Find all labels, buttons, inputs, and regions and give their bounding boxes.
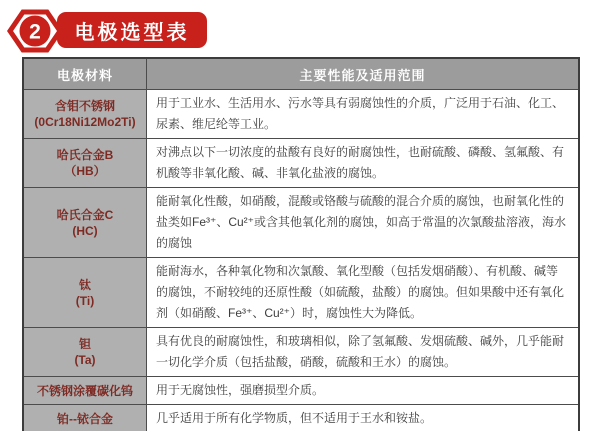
table-row [23,139,579,188]
material-cell [23,377,147,405]
material-description: 对沸点以下一切浓度的盐酸有良好的耐腐蚀性，也耐硫酸、磷酸、氢氟酸、有机酸等非氧化酸、碱、非氧化盐液的腐蚀。 [147,139,580,188]
electrode-table-body [23,90,579,431]
table-row [23,377,579,405]
table-row [23,328,579,377]
table-header-row [23,58,579,90]
page-title-label: 电极选型表 [74,21,190,44]
material-name: 哈氏合金C [56,207,114,222]
table-row [23,258,579,328]
material-description: 用于工业水、生活用水、污水等具有弱腐蚀性的介质，广泛用于石油、化工、尿素、维尼纶等工业。 [147,90,580,139]
material-cell [23,258,147,328]
material-description: 用于无腐蚀性，强磨损型介质。 [147,377,580,405]
material-cell [23,405,147,431]
material-name: 不锈钢涂覆碳化钨 [36,383,133,398]
material-name: 钛 [78,277,91,292]
hexagon-badge-icon [7,8,63,54]
material-name: 铂--铱合金 [57,411,113,426]
material-name: 含钼不锈钢 [54,99,115,113]
table-header [23,58,579,90]
material-description: 具有优良的耐腐蚀性，和玻璃相似，除了氢氟酸、发烟硫酸、碱外，几乎能耐一切化学介质（包括盐酸，硝酸，硫酸和王水）的腐蚀。 [147,328,580,377]
material-sub: (0Cr18Ni12Mo2Ti) [34,115,136,129]
material-sub: (Ti) [75,293,95,308]
material-sub: （HB） [64,164,106,178]
material-description: 能耐海水，各种氧化物和次氯酸、氧化型酸（包括发烟硝酸）、有机酸、碱等的腐蚀，不耐较纯的还原性酸（如硫酸，盐酸）的腐蚀。但如果酸中还有氧化剂（如硝酸、Fe³⁺、Cu²⁺）时，腐蚀性大为降低。 [147,258,580,328]
col-header-material: 电极材料 [23,58,147,90]
section-number-badge [7,8,63,59]
col-header-performance: 主要性能及适用范围 [147,58,580,90]
material-name: 钽 [78,337,91,351]
material-description: 几乎适用于所有化学物质，但不适用于王水和铵盐。 [147,405,580,431]
material-sub: (HC) [72,223,98,238]
material-cell [23,328,147,377]
badge-number: 2 [29,20,41,44]
material-cell [23,139,147,188]
material-name: 哈氏合金B [56,148,114,162]
material-cell [23,188,147,258]
table-row [23,405,579,431]
table-row [23,188,579,258]
table-row [23,90,579,139]
electrode-selection-table [22,57,580,431]
material-sub: (Ta) [74,353,96,367]
material-description: 能耐氧化性酸，如硝酸，混酸或铬酸与硫酸的混合介质的腐蚀，也耐氧化性的盐类如Fe³⁺、Cu²⁺或含其他氧化剂的腐蚀，如高于常温的次氯酸盐溶液，海水的腐蚀 [147,188,580,258]
material-cell [23,90,147,139]
page-title [57,12,207,48]
